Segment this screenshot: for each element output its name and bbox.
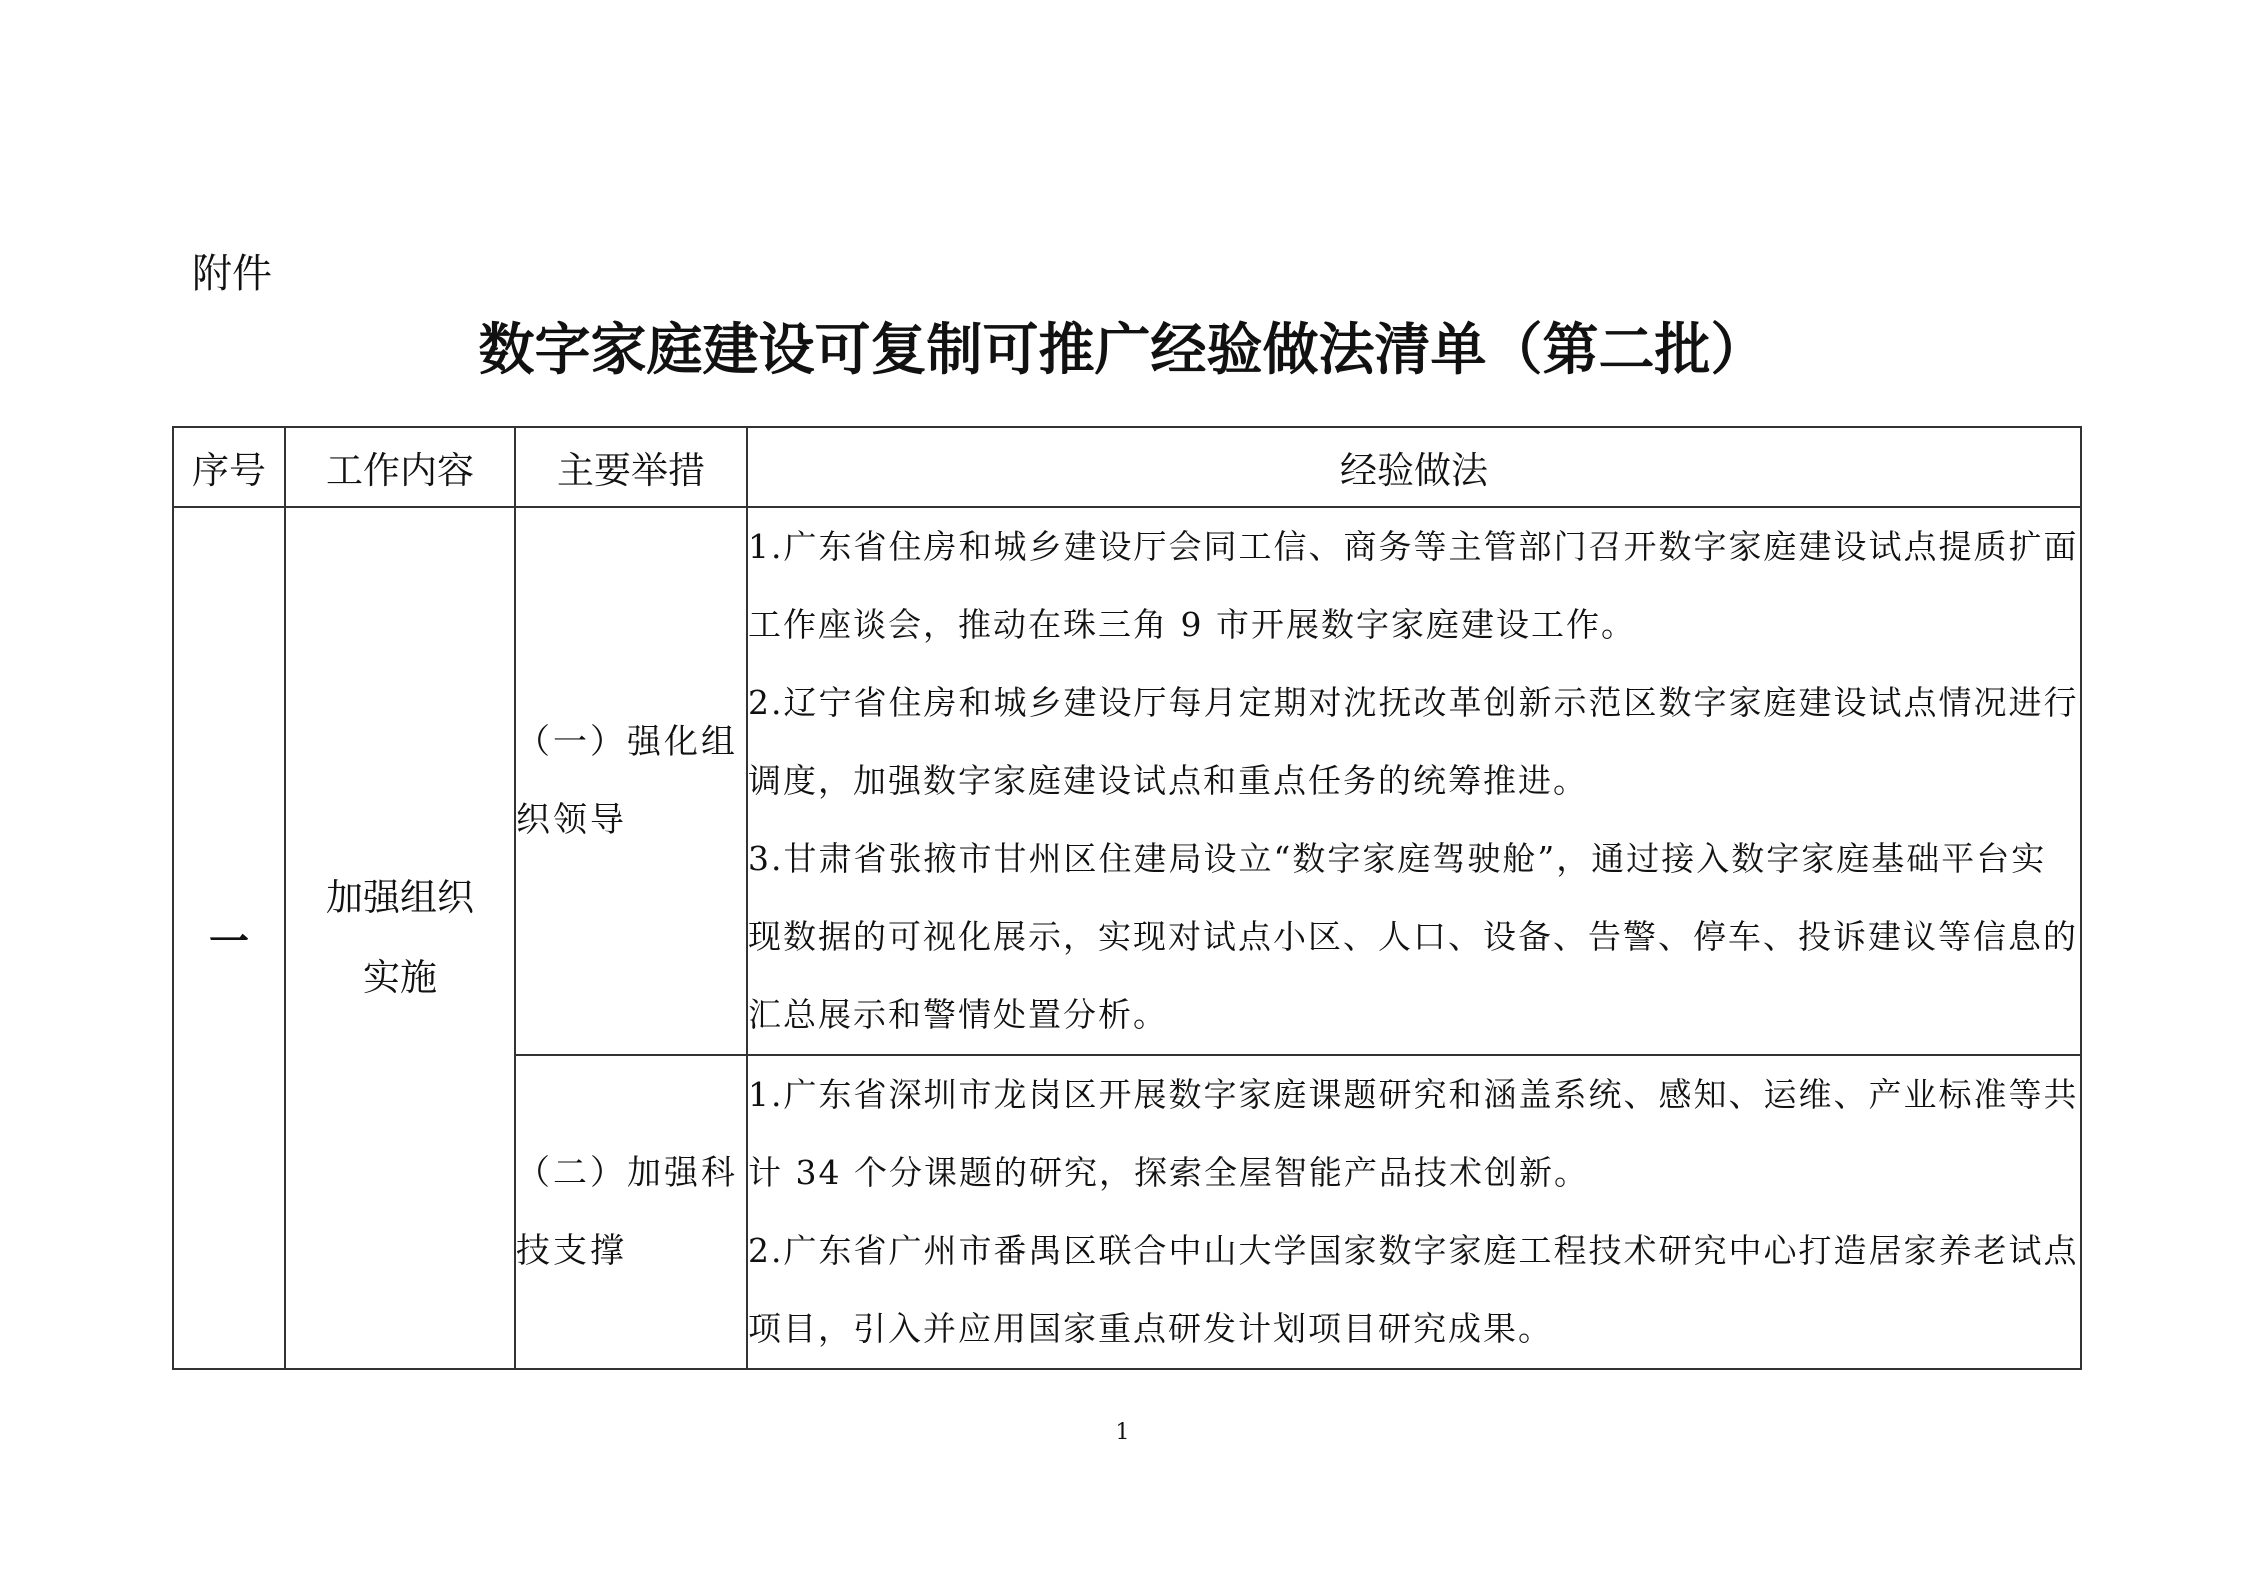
practice-item: 2.广东省广州市番禺区联合中山大学国家数字家庭工程技术研究中心打造居家养老试点项目，引入并应用国家重点研发计划项目研究成果。 — [748, 1231, 2079, 1348]
header-seq: 序号 — [173, 427, 285, 507]
practice-item: 3.甘肃省张掖市甘州区住建局设立“数字家庭驾驶舱”，通过接入数字家庭基础平台实现数据的可视化展示，实现对试点小区、人口、设备、告警、停车、投诉建议等信息的汇总展示和警情处置分析。 — [748, 839, 2078, 1034]
section-content — [285, 507, 515, 1369]
table-header-row — [173, 427, 2081, 507]
header-content: 工作内容 — [285, 427, 515, 507]
measure-cell: （一）强化组织领导 — [515, 507, 747, 1055]
experience-table — [172, 426, 2082, 1370]
header-measures: 主要举措 — [515, 427, 747, 507]
measure-cell: （二）加强科技支撑 — [515, 1055, 747, 1369]
practice-item: 1.广东省深圳市龙岗区开展数字家庭课题研究和涵盖系统、感知、运维、产业标准等共计 34 个分课题的研究，探索全屋智能产品技术创新。 — [748, 1075, 2079, 1192]
practice-item: 1.广东省住房和城乡建设厅会同工信、商务等主管部门召开数字家庭建设试点提质扩面工作座谈会，推动在珠三角 9 市开展数字家庭建设工作。 — [748, 527, 2079, 644]
page-number: 1 — [1115, 1420, 1130, 1445]
header-practices: 经验做法 — [747, 427, 2081, 507]
attachment-label: 附件 — [192, 251, 272, 297]
document-title: 数字家庭建设可复制可推广经验做法清单（第二批） — [478, 317, 1767, 383]
practice-cell — [747, 507, 2081, 1055]
section-content-text: 加强组织实施 — [326, 876, 474, 999]
practice-item: 2.辽宁省住房和城乡建设厅每月定期对沈抚改革创新示范区数字家庭建设试点情况进行调度，加强数字家庭建设试点和重点任务的统筹推进。 — [748, 683, 2079, 800]
table-row — [173, 507, 2081, 1055]
practice-cell — [747, 1055, 2081, 1369]
section-seq: 一 — [173, 507, 285, 1369]
